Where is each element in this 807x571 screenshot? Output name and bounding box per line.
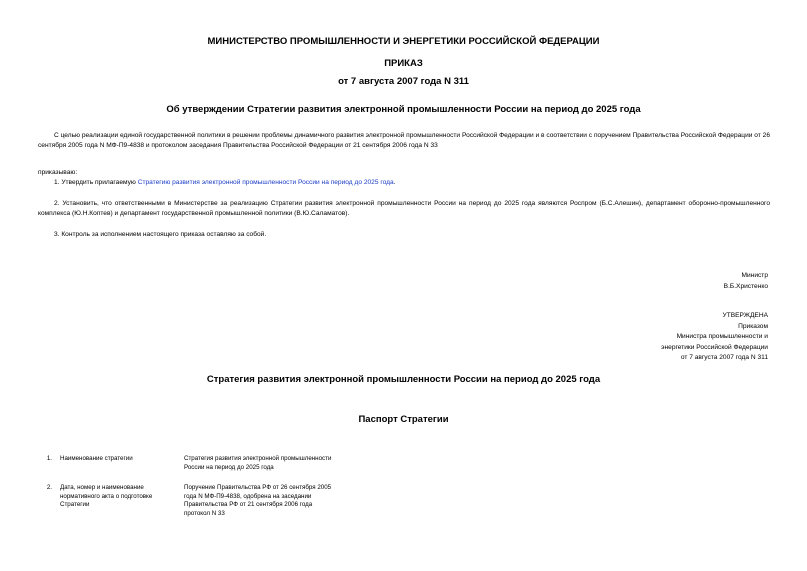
strategy-title: Стратегия развития электронной промышленности России на период до 2025 года [206, 374, 601, 385]
approval-line-5: от 7 августа 2007 года N 311 [680, 354, 768, 361]
row-value: Поручение Правительства РФ от 26 сентября 2005 года N МФ-П9-4838, одобрена на заседании Правительства РФ от 21 сентября 2006 года протокол N 33 [184, 484, 332, 517]
document-type: ПРИКАЗ [384, 58, 423, 69]
row-value: Стратегия развития электронной промышленности России на период до 2025 года [184, 455, 332, 471]
ministry-heading: МИНИСТЕРСТВО ПРОМЫШЛЕННОСТИ И ЭНЕРГЕТИКИ РОССИЙСКОЙ ФЕДЕРАЦИИ [207, 36, 600, 47]
approval-line-2: Приказом [738, 322, 768, 330]
approval-line-1: УТВЕРЖДЕНА [722, 312, 768, 319]
row-number: 2. [46, 484, 52, 491]
row-name: Дата, номер и наименование нормативного акта о подготовке Стратегии [60, 484, 153, 509]
item-1-prefix: 1. Утвердить прилагаемую [54, 179, 138, 186]
item-2-paragraph: 2. Установить, что ответственными в Министерстве за реализацию Стратегии развития электронной промышленности России на период до 2025 года являются Роспром (Б.С.Алешин), департамент оборонно-промышленного комплекса (Ю.Н.Коптев) и департамент государственной промышленной политики (В.Ю.Саламатов). [38, 200, 770, 217]
row-name: Наименование стратегии [60, 455, 133, 462]
row-number: 1. [46, 455, 52, 462]
item-3-paragraph: 3. Контроль за исполнением настоящего приказа оставляю за собой. [54, 231, 267, 238]
signature-block [724, 271, 768, 292]
passport-title: Паспорт Стратегии [358, 414, 449, 425]
preamble-paragraph: С целью реализации единой государственной политики в решении проблемы динамичного развития электронной промышленности Российской Федерации и в соответствии с поручением Правительства Российской Федерации от 26 сентября 2005 года N МФ-П9-4838 и протоколом заседания Правительства Российской Федерации от 21 сентября 2006 года N 33 [38, 132, 770, 149]
order-word: приказываю: [38, 169, 78, 176]
approval-line-3: Министра промышленности и [676, 333, 768, 340]
item-1-suffix: . [393, 179, 396, 186]
item-1-paragraph [38, 178, 770, 188]
signature-name: В.Б.Христенко [723, 282, 768, 290]
strategy-link[interactable]: Стратегию развития электронной промышленности России на период до 2025 года [137, 179, 394, 186]
signature-position: Министр [741, 272, 768, 279]
approval-line-4: энергетики Российской Федерации [661, 343, 768, 351]
approval-block [661, 311, 768, 364]
order-date-number: от 7 августа 2007 года N 311 [338, 76, 469, 87]
order-title: Об утверждении Стратегии развития электронной промышленности России на период до 2025 года [166, 104, 641, 115]
